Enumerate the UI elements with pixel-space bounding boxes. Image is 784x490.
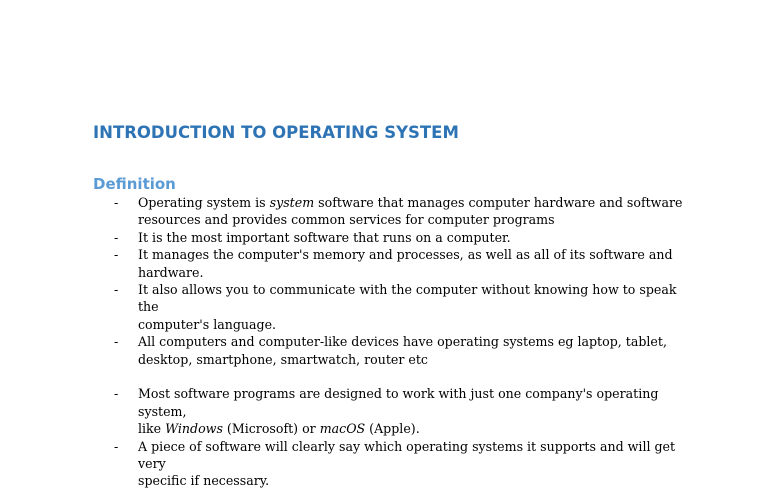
bullet-marker: - [114,386,119,402]
list-item [0,246,698,281]
text-run: A piece of software will clearly say which operating systems it supports and will get very specific if necessary. [138,438,676,489]
text-run: software that manages computer hardware and software resources and provides common services for computer programs [138,195,683,228]
text-run: It is the most important software that runs on a computer. [138,229,511,245]
section-heading-definition: Definition [93,175,176,193]
list-item-text [138,438,698,490]
text-run: Most software programs are designed to work with just one company's operating system, like [138,386,659,437]
list-item-text [138,333,698,368]
bullet-marker: - [114,247,119,263]
list-item [0,438,698,490]
list-item-text [138,246,698,281]
list-item [0,229,698,246]
text-run: All computers and computer-like devices have operating systems eg laptop, tablet, desktop, smartphone, smartwatch, router etc [138,334,667,367]
list-item-text [138,194,698,229]
italic-text: macOS [319,421,366,437]
italic-text: Windows [165,421,223,437]
text-run: It manages the computer's memory and processes, as well as all of its software and hardware. [138,247,673,280]
bullet-marker: - [114,195,119,210]
list-item [0,333,698,368]
list-item [0,281,698,333]
text-run: (Apple). [365,421,420,437]
definition-bullet-list [0,194,784,490]
bullet-marker: - [114,334,119,350]
list-item [0,385,698,437]
list-item-text [138,281,698,333]
list-item-text [138,229,698,246]
document-title: INTRODUCTION TO OPERATING SYSTEM [93,123,459,142]
text-run: It also allows you to communicate with the computer without knowing how to speak the computer's language. [138,282,677,332]
list-item-text [138,385,698,437]
bullet-marker: - [114,282,119,298]
list-item [0,194,698,229]
bullet-marker: - [114,438,119,454]
text-run: (Microsoft) or [222,421,320,437]
bullet-marker: - [114,229,119,245]
italic-text: system [269,195,315,210]
text-run: Operating system is [138,195,270,210]
